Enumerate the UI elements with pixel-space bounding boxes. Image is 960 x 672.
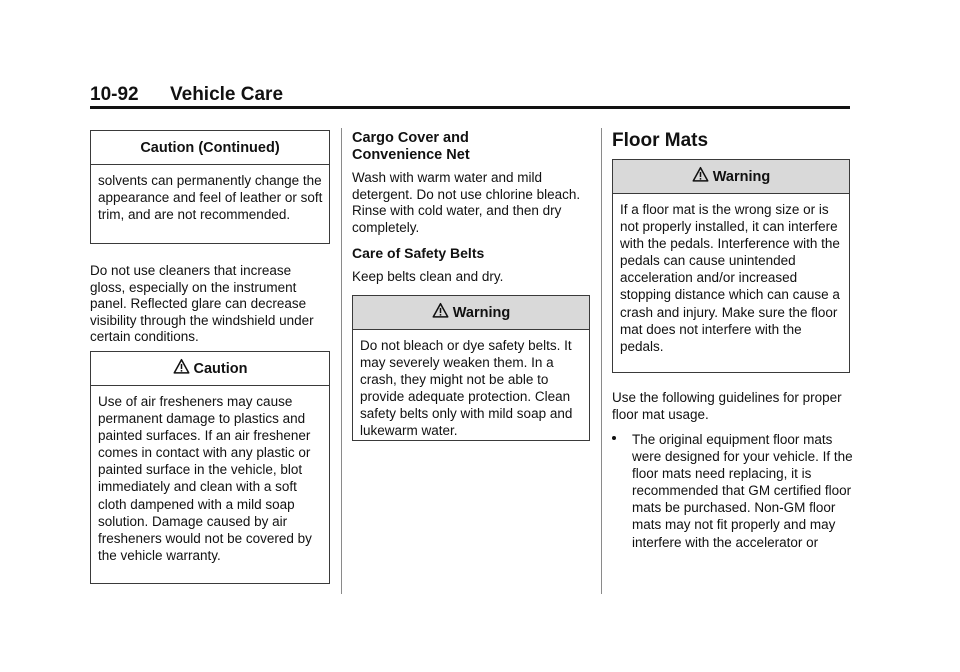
warning-triangle-icon [432, 302, 449, 319]
column-divider [601, 128, 602, 594]
warning-triangle-icon [692, 166, 709, 183]
air-freshener-caution-box [90, 351, 330, 584]
bullet-icon [612, 436, 616, 440]
floor-mats-heading: Floor Mats [612, 130, 709, 151]
list-item [612, 431, 856, 591]
safety-belts-text: Keep belts clean and dry. [352, 269, 504, 284]
page-number: 10-92 [90, 84, 139, 105]
caution-title: Caution [193, 360, 248, 377]
page-header [90, 84, 850, 106]
cargo-cover-text: Wash with warm water and mild detergent. Do not use chlorine bleach. Rinse with cold water, and then dry completely. [352, 170, 581, 235]
caution-text: Use of air fresheners may cause permanent damage to plastics and painted surfaces. If an air freshener comes in contact with any plastic or painted surface in the vehicle, blot immediately and clean with a soft cloth dampened with a mild soap solution. Damage caused by air fresheners would not be covered by the vehicle warranty. [98, 394, 312, 563]
warning-title: Warning [452, 304, 511, 321]
caution-header [91, 352, 329, 386]
warning-header [613, 160, 849, 194]
floor-mat-warning-text: If a floor mat is the wrong size or is not properly installed, it can interfere with the pedals. Interference with the pedals can cause unintended acceleration and/or increased stopping distance which can cause a crash and injury. Make sure the floor mat does not interfere with the pedals. [620, 202, 840, 354]
chapter-title: Vehicle Care [170, 84, 284, 105]
caution-continued-text: solvents can permanently change the appearance and feel of leather or soft trim, and are not recommended. [98, 173, 323, 223]
column-divider [341, 128, 342, 594]
cargo-cover-heading: Cargo Cover and Convenience Net [352, 130, 470, 163]
warning-triangle-icon [173, 358, 190, 375]
warning-header [353, 296, 589, 330]
floor-mat-warning-box [612, 159, 850, 373]
safety-belts-heading: Care of Safety Belts [352, 245, 485, 261]
warning-title: Warning [712, 168, 771, 185]
floor-mat-intro: Use the following guidelines for proper floor mat usage. [612, 390, 842, 422]
gloss-paragraph: Do not use cleaners that increase gloss, especially on the instrument panel. Reflected glare can decrease visibility through the windshield under certain conditions. [90, 263, 314, 345]
safety-belt-warning-box [352, 295, 590, 441]
caution-continued-box [90, 130, 330, 244]
caution-continued-title: Caution (Continued) [91, 131, 329, 165]
safety-belt-warning-text: Do not bleach or dye safety belts. It may severely weaken them. In a crash, they might not be able to provide adequate protection. Clean safety belts only with mild soap and lukewarm water. [360, 338, 573, 439]
header-rule [90, 106, 850, 109]
bullet-text: The original equipment floor mats were designed for your vehicle. If the floor mats need replacing, it is recommended that GM certified floor mats be purchased. Non-GM floor mats may not fit properly and may interfere with the accelerator or [632, 432, 853, 550]
